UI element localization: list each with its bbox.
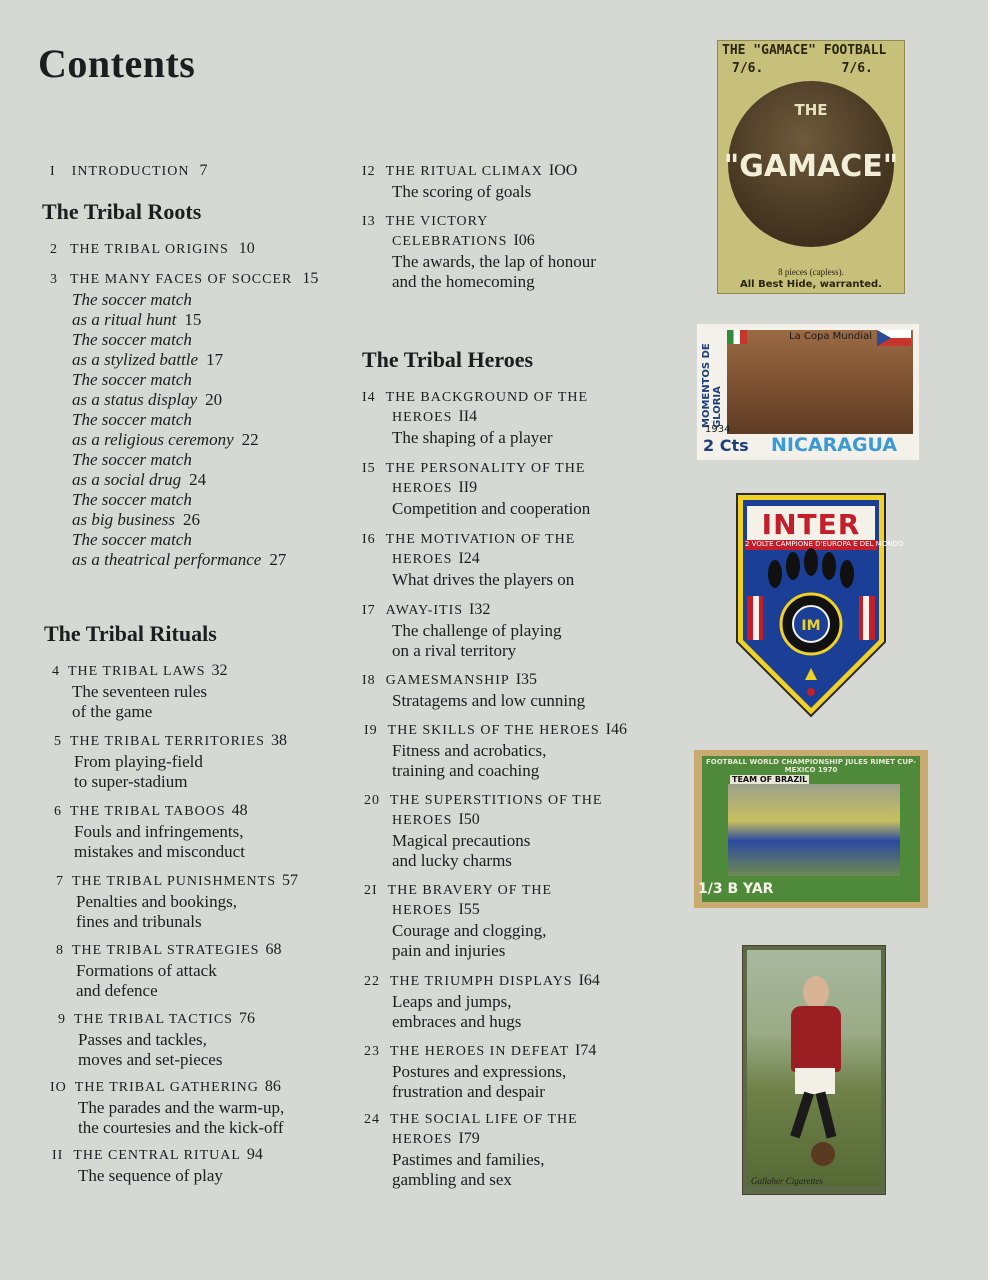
stamp-team-label: TEAM OF BRAZIL bbox=[732, 775, 808, 784]
chapter-number: 6 bbox=[54, 804, 62, 819]
chapter-title: THE MANY FACES OF SOCCER bbox=[70, 272, 293, 287]
chapter-12 bbox=[362, 162, 577, 202]
card-signature: Gallaher Cigarettes bbox=[751, 1176, 823, 1186]
chapter-page: I35 bbox=[515, 671, 538, 688]
chapter-page: 32 bbox=[211, 662, 228, 679]
chapter-number: I9 bbox=[364, 723, 378, 738]
chapter-subtitle: mistakes and misconduct bbox=[74, 842, 245, 861]
chapter-subtitle: of the game bbox=[72, 702, 153, 721]
chapter-6 bbox=[54, 802, 248, 862]
chapter-page: I74 bbox=[575, 1042, 597, 1059]
czech-flag-icon bbox=[877, 330, 911, 346]
chapter-page: I46 bbox=[605, 721, 627, 738]
chapter-subtitle: The awards, the lap of honour bbox=[392, 252, 596, 271]
chapter-13 bbox=[362, 212, 596, 292]
subsection: The soccer match bbox=[72, 370, 192, 389]
chapter-number: 23 bbox=[364, 1044, 380, 1059]
chapter-page: I50 bbox=[458, 811, 480, 828]
chapter-subtitle: gambling and sex bbox=[392, 1170, 512, 1189]
chapter-subtitle: Penalties and bookings, bbox=[76, 892, 238, 911]
chapter-title: HEROES bbox=[392, 1132, 453, 1147]
nicaragua-stamp bbox=[697, 324, 919, 460]
subsection: The soccer match bbox=[72, 450, 192, 469]
chapter-title: THE SUPERSTITIONS OF THE bbox=[390, 793, 603, 808]
chapter-title: AWAY-ITIS bbox=[385, 603, 464, 618]
chapter-page: I64 bbox=[578, 972, 600, 989]
chapter-title: HEROES bbox=[392, 481, 453, 496]
chapter-8 bbox=[56, 941, 281, 1001]
chapter-subtitle: Postures and expressions, bbox=[392, 1062, 567, 1081]
chapter-subtitle: on a rival territory bbox=[392, 641, 517, 660]
chapter-20 bbox=[364, 791, 602, 871]
chapter-2 bbox=[50, 240, 255, 260]
intro-entry bbox=[50, 162, 207, 182]
subsection-list bbox=[72, 290, 350, 570]
chapter-subtitle: and lucky charms bbox=[392, 851, 512, 870]
stamp-side-text: MOMENTOS DE GLORIA bbox=[701, 343, 723, 428]
chapter-number: 2I bbox=[364, 883, 378, 898]
chapter-subtitle: embraces and hugs bbox=[392, 1012, 522, 1031]
chapter-22 bbox=[364, 972, 600, 1032]
chapter-title: INTRODUCTION bbox=[71, 164, 190, 179]
chapter-page: II4 bbox=[458, 408, 478, 425]
player-shirt bbox=[791, 1006, 841, 1072]
section-rituals: The Tribal Rituals bbox=[44, 621, 217, 646]
chapter-page: 76 bbox=[238, 1010, 255, 1027]
chapter-subtitle: Magical precautions bbox=[392, 831, 531, 850]
subsection: as a theatrical performance 27 bbox=[72, 550, 287, 569]
chapter-page: 15 bbox=[302, 270, 319, 287]
chapter-subtitle: Leaps and jumps, bbox=[392, 992, 512, 1011]
chapter-subtitle: Stratagems and low cunning bbox=[392, 691, 586, 710]
inter-pennant bbox=[735, 492, 904, 718]
chapter-subtitle: to super-stadium bbox=[74, 772, 188, 791]
chapter-page: I06 bbox=[513, 232, 535, 249]
chapter-title: THE HEROES IN DEFEAT bbox=[390, 1044, 570, 1059]
chapter-number: I8 bbox=[362, 673, 376, 688]
chapter-number: 7 bbox=[56, 874, 64, 889]
chapter-title: HEROES bbox=[392, 903, 453, 918]
subsection: as a social drug 24 bbox=[72, 470, 207, 489]
chapter-21 bbox=[364, 881, 552, 961]
chapter-subtitle: The seventeen rules bbox=[72, 682, 207, 701]
stamp-year: 1934 bbox=[705, 424, 731, 435]
chapter-number: II bbox=[52, 1148, 64, 1163]
chapter-title: GAMESMANSHIP bbox=[385, 673, 510, 688]
player-shorts bbox=[795, 1068, 835, 1094]
chapter-subtitle: frustration and despair bbox=[392, 1082, 545, 1101]
stamp-header: FOOTBALL WORLD CHAMPIONSHIP JULES RIMET CUP-MEXICO 1970 bbox=[705, 758, 917, 774]
chapter-title: HEROES bbox=[392, 552, 453, 567]
contents-title: Contents bbox=[38, 41, 196, 86]
chapter-subtitle: The challenge of playing bbox=[392, 621, 562, 640]
chapter-title: THE TRIBAL PUNISHMENTS bbox=[72, 874, 277, 889]
ad-caption: 8 pieces (capless). bbox=[778, 267, 844, 277]
chapter-subtitle: and defence bbox=[76, 981, 158, 1000]
chapter-number: 24 bbox=[364, 1112, 380, 1127]
chapter-subtitle: The shaping of a player bbox=[392, 428, 553, 447]
chapter-page: I32 bbox=[469, 601, 491, 618]
chapter-subtitle: From playing-field bbox=[74, 752, 203, 771]
chapter-title: THE BACKGROUND OF THE bbox=[385, 390, 589, 405]
chapter-number: I bbox=[50, 164, 56, 179]
subsection: as a ritual hunt 15 bbox=[72, 310, 202, 329]
subsection: The soccer match bbox=[72, 330, 192, 349]
chapter-11 bbox=[52, 1146, 263, 1186]
chapter-10 bbox=[50, 1078, 284, 1138]
chapter-number: 8 bbox=[56, 943, 64, 958]
subsection: The soccer match bbox=[72, 410, 192, 429]
chapter-title: CELEBRATIONS bbox=[392, 234, 508, 249]
chapter-title: THE TRIBAL LAWS bbox=[68, 664, 206, 679]
chapter-subtitle: Fouls and infringements, bbox=[74, 822, 244, 841]
chapter-page: 57 bbox=[282, 872, 299, 889]
subsection: as big business 26 bbox=[72, 510, 200, 529]
chapter-16 bbox=[362, 530, 575, 590]
chapter-subtitle: training and coaching bbox=[392, 761, 540, 780]
chapter-title: THE SOCIAL LIFE OF THE bbox=[390, 1112, 578, 1127]
chapter-title: HEROES bbox=[392, 813, 453, 828]
chapter-page: 38 bbox=[270, 732, 287, 749]
subsection: The soccer match bbox=[72, 490, 192, 509]
ad-headline: THE "GAMACE" FOOTBALL bbox=[722, 43, 887, 58]
chapter-number: I5 bbox=[362, 461, 376, 476]
chapter-subtitle: Competition and cooperation bbox=[392, 499, 591, 518]
stamp-value: 2 Cts bbox=[703, 436, 749, 455]
chapter-number: 9 bbox=[58, 1012, 66, 1027]
chapter-title: THE SKILLS OF THE HEROES bbox=[387, 723, 600, 738]
subsection: The soccer match bbox=[72, 290, 192, 309]
chapter-page: 94 bbox=[246, 1146, 263, 1163]
chapter-title: THE TRIBAL GATHERING bbox=[74, 1080, 259, 1095]
chapter-7 bbox=[56, 872, 298, 932]
chapter-subtitle: pain and injuries bbox=[392, 941, 506, 960]
chapter-subtitle: fines and tribunals bbox=[76, 912, 202, 931]
chapter-title: THE VICTORY bbox=[385, 214, 489, 229]
chapter-number: IO bbox=[50, 1080, 67, 1095]
chapter-24 bbox=[364, 1110, 578, 1190]
chapter-number: I6 bbox=[362, 532, 376, 547]
pennant-subtitle: 2 VOLTE CAMPIONE D'EUROPA E DEL MONDO bbox=[745, 540, 904, 548]
chapter-subtitle: Courage and clogging, bbox=[392, 921, 547, 940]
team-photo bbox=[728, 784, 900, 876]
chapter-title: THE TRIBAL TABOOS bbox=[70, 804, 226, 819]
chapter-page: I24 bbox=[458, 550, 480, 567]
chapter-subtitle: The scoring of goals bbox=[392, 182, 532, 201]
chapter-5 bbox=[54, 732, 287, 792]
chapter-page: I79 bbox=[458, 1130, 480, 1147]
chapter-number: I2 bbox=[362, 164, 376, 179]
chapter-title: THE MOTIVATION OF THE bbox=[385, 532, 576, 547]
ball-lettering: THE bbox=[794, 101, 828, 119]
subsection: as a religious ceremony 22 bbox=[72, 430, 259, 449]
chapter-number: 20 bbox=[364, 793, 380, 808]
chapter-title: THE TRIBAL STRATEGIES bbox=[72, 943, 260, 958]
chapter-title: THE TRIBAL TACTICS bbox=[74, 1012, 233, 1027]
chapter-subtitle: moves and set-pieces bbox=[78, 1050, 223, 1069]
stamp-country: NICARAGUA bbox=[771, 434, 898, 456]
subsection: The soccer match bbox=[72, 530, 192, 549]
chapter-number: I7 bbox=[362, 603, 376, 618]
chapter-title: THE BRAVERY OF THE bbox=[387, 883, 553, 898]
chapter-17 bbox=[362, 601, 561, 661]
chapter-page: 10 bbox=[238, 240, 255, 257]
chapter-title: THE TRIUMPH DISPLAYS bbox=[390, 974, 573, 989]
chapter-title: THE PERSONALITY OF THE bbox=[385, 461, 586, 476]
chapter-subtitle: Pastimes and families, bbox=[392, 1150, 545, 1169]
chapter-number: I3 bbox=[362, 214, 376, 229]
chapter-page: II9 bbox=[458, 479, 478, 496]
chapter-number: 3 bbox=[50, 272, 58, 287]
chapter-number: 5 bbox=[54, 734, 62, 749]
chapter-page: 68 bbox=[265, 941, 282, 958]
chapter-title: THE TRIBAL ORIGINS bbox=[70, 242, 229, 257]
chapter-page: I55 bbox=[458, 901, 480, 918]
chapter-title: HEROES bbox=[392, 410, 453, 425]
subsection: as a stylized battle 17 bbox=[72, 350, 224, 369]
chapter-page: IOO bbox=[548, 162, 578, 179]
chapter-14 bbox=[362, 388, 588, 448]
chapter-subtitle: the courtesies and the kick-off bbox=[78, 1118, 284, 1137]
chapter-18 bbox=[362, 671, 585, 711]
chapter-title: THE TRIBAL TERRITORIES bbox=[70, 734, 265, 749]
chapter-page: 86 bbox=[264, 1078, 281, 1095]
chapter-page: 7 bbox=[199, 162, 208, 179]
svg-text:IM: IM bbox=[801, 618, 821, 634]
chapter-subtitle: The parades and the warm-up, bbox=[78, 1098, 285, 1117]
chapter-subtitle: and the homecoming bbox=[392, 272, 535, 291]
stamp-caption: La Copa Mundial bbox=[789, 331, 872, 342]
football-icon bbox=[811, 1142, 835, 1166]
ball-lettering: "GAMACE" bbox=[723, 149, 899, 184]
ad-prices: 7/6. 7/6. bbox=[732, 61, 873, 76]
chapter-23 bbox=[364, 1042, 596, 1102]
chapter-subtitle: Fitness and acrobatics, bbox=[392, 741, 547, 760]
chapter-4 bbox=[52, 662, 228, 722]
chapter-subtitle: Passes and tackles, bbox=[78, 1030, 207, 1049]
chapter-title: THE CENTRAL RITUAL bbox=[73, 1148, 241, 1163]
chapter-page: 48 bbox=[231, 802, 248, 819]
yar-stamp bbox=[694, 750, 928, 908]
stamp-value: 1/3 B YAR bbox=[698, 881, 774, 897]
chapter-number: 4 bbox=[52, 664, 60, 679]
subsection: as a status display 20 bbox=[72, 390, 223, 409]
ad-caption: All Best Hide, warranted. bbox=[740, 279, 882, 290]
section-roots: The Tribal Roots bbox=[42, 199, 202, 224]
chapter-subtitle: The sequence of play bbox=[78, 1166, 223, 1185]
chapter-19 bbox=[364, 721, 627, 781]
chapter-subtitle: Formations of attack bbox=[76, 961, 217, 980]
chapter-number: 2 bbox=[50, 242, 58, 257]
chapter-3 bbox=[50, 270, 350, 570]
chapter-title: THE RITUAL CLIMAX bbox=[385, 164, 543, 179]
pennant-title: INTER bbox=[761, 508, 861, 541]
section-heroes: The Tribal Heroes bbox=[362, 347, 534, 372]
chapter-15 bbox=[362, 459, 590, 519]
chapter-subtitle: What drives the players on bbox=[392, 570, 575, 589]
cigarette-card bbox=[742, 945, 886, 1195]
chapter-number: I4 bbox=[362, 390, 376, 405]
gamage-football-ad bbox=[717, 40, 905, 294]
italy-flag-icon bbox=[727, 330, 747, 344]
chapter-number: 22 bbox=[364, 974, 380, 989]
player-head bbox=[803, 976, 829, 1008]
chapter-9 bbox=[58, 1010, 255, 1070]
